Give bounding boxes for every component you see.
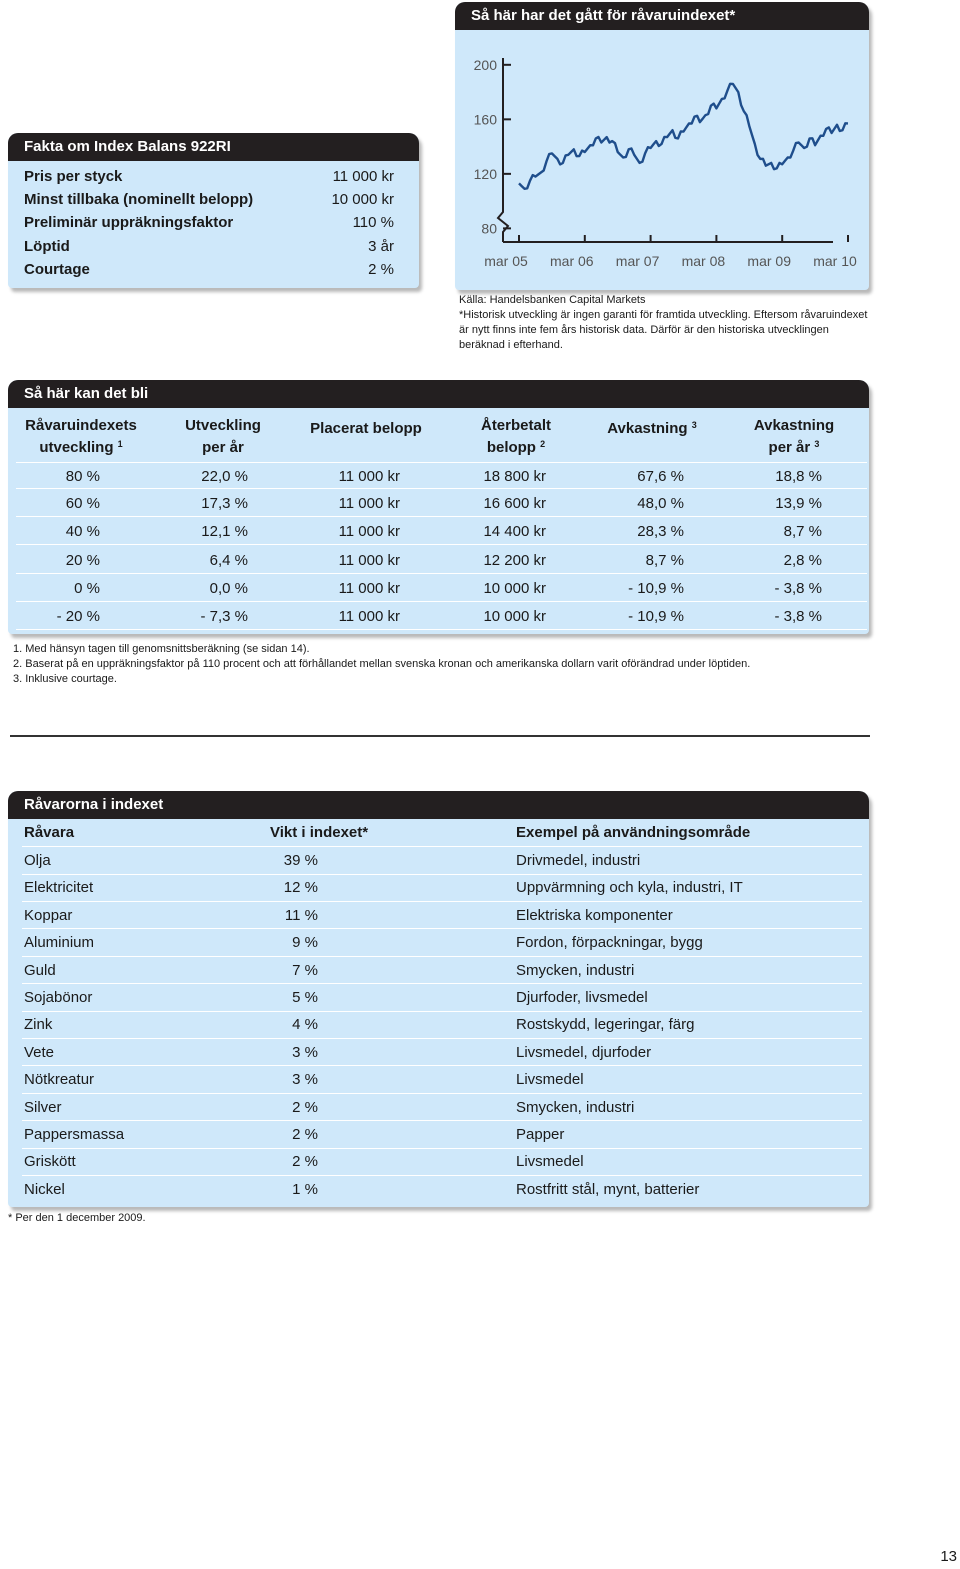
scenario-column-header (1, 416, 161, 457)
x-tick-label: mar 06 (550, 253, 594, 269)
ravaror-cell: Djurfoder, livsmedel (516, 989, 648, 1006)
ravaror-cell: 4 % (292, 1016, 318, 1034)
scenario-cell: 12 200 kr (483, 551, 546, 569)
chart-panel (455, 2, 869, 290)
scenario-cell: 80 % (65, 468, 100, 485)
scenario-cell: 11 000 kr (338, 495, 400, 513)
ravaror-cell: 12 % (283, 879, 318, 897)
scenario-cell: 18,8 % (775, 468, 822, 485)
fakta-value: 10 000 kr (331, 191, 394, 209)
ravaror-cell: 3 % (292, 1071, 318, 1089)
ravaror-cell: Nötkreatur (24, 1071, 95, 1089)
scenario-cell: 0 % (74, 579, 100, 597)
ravaror-cell: Olja (24, 852, 51, 869)
ravaror-row (22, 1094, 862, 1122)
ravaror-cell: Livsmedel, djurfoder (516, 1043, 652, 1061)
ravaror-cell: 1 % (292, 1180, 318, 1198)
divider (10, 735, 870, 737)
ravaror-cell: Guld (24, 961, 56, 979)
scenario-cell: 14 400 kr (483, 523, 546, 541)
x-tick-label: mar 07 (615, 253, 660, 269)
ravaror-cell: Rostfritt stål, mynt, batterier (516, 1180, 700, 1198)
scenario-row (16, 518, 867, 545)
ravaror-row (22, 1039, 862, 1067)
ravaror-title: Råvarorna i indexet (8, 791, 869, 819)
ravaror-cell: 39 % (283, 852, 318, 869)
ravaror-row (22, 929, 862, 957)
scenario-cell: 48,0 % (637, 495, 684, 513)
scenario-row (16, 547, 867, 574)
header-line1 (143, 416, 303, 435)
fakta-row (24, 258, 394, 281)
y-tick-label: 80 (481, 220, 497, 237)
footnote-ref: 1 (117, 439, 123, 449)
scenario-cell: 20 % (65, 551, 100, 569)
header-line2 (714, 435, 874, 457)
scenario-cell: - 7,3 % (200, 608, 248, 625)
header-text: Återbetalt (480, 417, 551, 434)
y-tick-label: 120 (473, 165, 497, 182)
scenario-cell: 60 % (65, 495, 100, 513)
header-text: belopp (486, 439, 536, 456)
scenario-column-header (286, 416, 446, 438)
fakta-value: 3 år (368, 237, 394, 255)
scenario-row (16, 462, 867, 489)
scenario-cell: - 10,9 % (628, 608, 684, 625)
fakta-label: Preliminär uppräkningsfaktor (24, 214, 234, 232)
ravaror-header-row (22, 819, 862, 847)
ravaror-cell: Silver (24, 1098, 62, 1116)
fakta-table (24, 165, 394, 281)
chart-disclaimer: *Historisk utveckling är ingen garanti för framtida utveckling. Eftersom råvaruindexet är nytt finns inte fem års historisk data. Därför är den historiska utvecklingen beräknad i efterhand. (459, 309, 868, 351)
ravaror-cell: 11 % (284, 906, 318, 924)
ravaror-cell: 2 % (292, 1126, 318, 1143)
ravaror-row (22, 1066, 862, 1094)
header-line2 (436, 435, 596, 457)
fakta-row (24, 165, 394, 188)
ravaror-cell: 7 % (292, 961, 318, 979)
footnote-ref: 3 (691, 420, 697, 430)
ravaror-cell: Sojabönor (24, 989, 93, 1006)
scenario-cell: 2,8 % (783, 551, 822, 569)
ravaror-row (22, 874, 862, 902)
ravaror-cell: Uppvärmning och kyla, industri, IT (516, 879, 743, 897)
scenario-cell: 10 000 kr (483, 579, 546, 597)
ravaror-cell: Drivmedel, industri (516, 852, 641, 869)
header-text: Avkastning (753, 417, 835, 434)
ravaror-cell: Nickel (24, 1180, 65, 1198)
header-line2 (143, 435, 303, 457)
ravaror-row (22, 1121, 862, 1149)
header-line1 (1, 416, 161, 435)
scenario-row (16, 575, 867, 602)
scenario-footnotes (13, 642, 913, 687)
footnote: 2. Baserat på en uppräkningsfaktor på 110 procent och att förhållandet mellan svenska kronan och amerikanska dollarn varit oförändrad under löptiden. (13, 658, 751, 670)
scenario-cell: 13,9 % (775, 495, 822, 513)
y-axis (498, 58, 508, 242)
ravaror-row (22, 847, 862, 875)
header-line1 (286, 416, 446, 438)
header-line2 (1, 435, 161, 457)
ravaror-cell: Livsmedel (516, 1153, 584, 1171)
scenario-cell: 18 800 kr (483, 468, 546, 485)
fakta-label: Pris per styck (24, 168, 123, 186)
page-number: 13 (940, 1548, 957, 1565)
ravaror-row (22, 1011, 862, 1039)
fakta-value: 2 % (368, 260, 394, 278)
ravaror-column-header: Råvara (24, 824, 75, 841)
footnote-ref: 3 (814, 439, 820, 449)
scenario-cell: 11 000 kr (338, 551, 400, 569)
scenario-cell: 12,1 % (201, 523, 248, 541)
ravaror-row (22, 984, 862, 1012)
footnote: 1. Med hänsyn tagen till genomsnittsberäkning (se sidan 14). (13, 643, 310, 655)
scenario-cell: 8,7 % (783, 523, 822, 541)
fakta-title: Fakta om Index Balans 922RI (8, 133, 419, 161)
ravaror-cell: 9 % (292, 934, 318, 952)
ravaror-cell: 2 % (292, 1153, 318, 1171)
header-text: Placerat belopp (310, 420, 422, 437)
scenario-cell: 40 % (65, 523, 100, 541)
chart-source: Källa: Handelsbanken Capital Markets (459, 294, 646, 306)
scenario-cell: 11 000 kr (338, 523, 400, 541)
ravaror-cell: Rostskydd, legeringar, färg (516, 1016, 695, 1034)
ravaror-cell: Smycken, industri (516, 961, 635, 979)
fakta-row (24, 188, 394, 211)
scenario-cell: 17,3 % (201, 495, 248, 513)
header-line1 (714, 416, 874, 435)
index-series-line (519, 84, 848, 189)
scenario-cell: 67,6 % (637, 468, 684, 485)
footnote: 3. Inklusive courtage. (13, 673, 117, 685)
ravaror-note: * Per den 1 december 2009. (8, 1212, 146, 1224)
scenario-cell: 11 000 kr (338, 579, 400, 597)
index-line-chart (455, 30, 869, 290)
fakta-label: Courtage (24, 260, 90, 278)
ravaror-column-header: Exempel på användningsområde (516, 824, 751, 841)
ravaror-row (22, 957, 862, 985)
ravaror-cell: Koppar (24, 906, 73, 924)
header-text: per år (202, 439, 244, 456)
ravaror-cell: Elektriska komponenter (516, 906, 673, 924)
ravaror-cell: Fordon, förpackningar, bygg (516, 934, 703, 952)
scenario-cell: 11 000 kr (338, 608, 400, 625)
ravaror-cell: 2 % (292, 1098, 318, 1116)
ravaror-cell: Zink (24, 1016, 53, 1034)
header-text: Utveckling (185, 417, 261, 434)
ravaror-column-header: Vikt i indexet* (270, 824, 369, 841)
scenario-cell: 16 600 kr (483, 495, 546, 513)
scenario-panel (8, 380, 869, 634)
y-tick-label: 160 (473, 111, 497, 128)
chart-title: Så här har det gått för råvaruindexet* (455, 2, 869, 30)
header-text: Avkastning (607, 420, 688, 437)
ravaror-cell: 3 % (292, 1043, 318, 1061)
ravaror-cell: Vete (24, 1043, 55, 1061)
ravaror-row (22, 902, 862, 930)
ravaror-cell: Smycken, industri (516, 1098, 635, 1116)
header-text: per år (768, 439, 811, 456)
scenario-cell: - 3,8 % (774, 579, 822, 597)
y-tick-label: 200 (473, 56, 497, 73)
ravaror-cell: Aluminium (24, 934, 95, 952)
fakta-panel (8, 133, 419, 288)
x-tick-label: mar 05 (484, 253, 528, 269)
scenario-row (16, 490, 867, 517)
scenario-column-header (714, 416, 874, 457)
ravaror-cell: Pappersmassa (24, 1126, 125, 1143)
scenario-title: Så här kan det bli (8, 380, 869, 408)
ravaror-row (22, 1148, 862, 1176)
ravaror-cell: Papper (516, 1126, 565, 1143)
chart-notes (459, 293, 869, 353)
header-text: utveckling (39, 439, 114, 456)
scenario-cell: 22,0 % (201, 468, 248, 485)
x-tick-label: mar 08 (681, 253, 726, 269)
header-text: Råvaruindexets (25, 417, 137, 434)
scenario-cell: 0,0 % (209, 579, 248, 597)
fakta-label: Löptid (24, 237, 70, 255)
x-tick-label: mar 09 (747, 253, 791, 269)
scenario-cell: 28,3 % (637, 523, 684, 541)
fakta-row (24, 211, 394, 234)
fakta-label: Minst tillbaka (nominellt belopp) (24, 191, 254, 209)
scenario-cell: 6,4 % (209, 551, 248, 569)
fakta-row (24, 235, 394, 258)
scenario-cell: 10 000 kr (483, 608, 546, 625)
scenario-cell: - 20 % (56, 608, 100, 625)
ravaror-cell: Griskött (24, 1153, 76, 1171)
footnote-ref: 2 (540, 439, 546, 449)
scenario-cell: 8,7 % (645, 551, 684, 569)
fakta-value: 110 % (352, 214, 394, 232)
scenario-row (16, 603, 867, 630)
scenario-cell: - 3,8 % (774, 608, 822, 625)
header-line1 (572, 416, 732, 438)
x-tick-label: mar 10 (813, 253, 857, 269)
scenario-cell: - 10,9 % (628, 579, 684, 597)
ravaror-panel (8, 791, 869, 1207)
ravaror-cell: Elektricitet (24, 879, 94, 897)
ravaror-cell: Livsmedel (516, 1071, 584, 1089)
scenario-column-header (572, 416, 732, 438)
fakta-value: 11 000 kr (332, 168, 394, 186)
scenario-column-header (143, 416, 303, 457)
ravaror-row (22, 1176, 862, 1204)
ravaror-cell: 5 % (292, 989, 318, 1006)
scenario-cell: 11 000 kr (338, 468, 400, 485)
